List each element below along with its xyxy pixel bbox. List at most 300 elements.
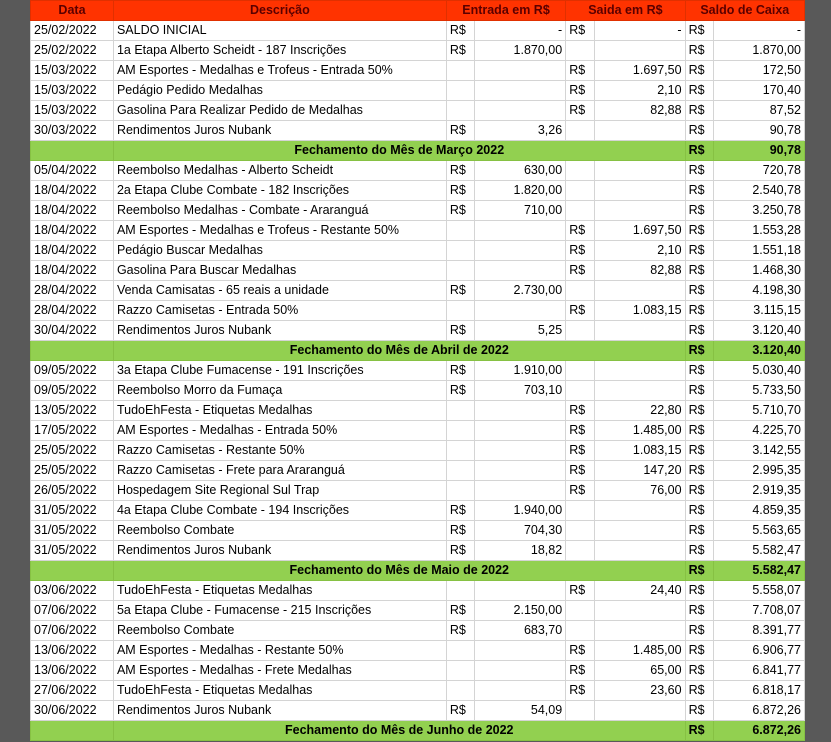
entrada-currency[interactable] (446, 101, 474, 121)
date-cell[interactable]: 25/02/2022 (31, 21, 114, 41)
date-cell[interactable]: 18/04/2022 (31, 241, 114, 261)
saldo-currency[interactable]: R$ (685, 141, 713, 161)
date-cell[interactable] (31, 721, 114, 741)
saida-currency[interactable] (566, 281, 594, 301)
saldo-currency[interactable]: R$ (685, 181, 713, 201)
saida-value[interactable]: 82,88 (594, 261, 685, 281)
entrada-value[interactable]: 704,30 (475, 521, 566, 541)
saida-value[interactable] (594, 541, 685, 561)
table-row (31, 161, 805, 181)
description-cell[interactable]: Reembolso Medalhas - Combate - Araranguá (113, 201, 446, 221)
table-row (31, 41, 805, 61)
saldo-value[interactable]: 6.841,77 (713, 661, 804, 681)
entrada-currency[interactable] (446, 81, 474, 101)
closing-label[interactable]: Fechamento do Mês de Maio de 2022 (113, 561, 685, 581)
entrada-currency[interactable]: R$ (446, 281, 474, 301)
entrada-value[interactable]: 18,82 (475, 541, 566, 561)
saldo-value[interactable]: 6.872,26 (713, 721, 804, 741)
entrada-value[interactable] (475, 61, 566, 81)
saida-value[interactable] (594, 381, 685, 401)
saldo-currency[interactable]: R$ (685, 381, 713, 401)
date-cell[interactable]: 03/06/2022 (31, 581, 114, 601)
saida-currency[interactable]: R$ (566, 81, 594, 101)
table-row (31, 241, 805, 261)
entrada-value[interactable] (475, 241, 566, 261)
table-row (31, 281, 805, 301)
entrada-value[interactable] (475, 221, 566, 241)
saldo-value[interactable]: 7.708,07 (713, 601, 804, 621)
entrada-currency[interactable] (446, 61, 474, 81)
saida-currency[interactable] (566, 201, 594, 221)
date-cell[interactable]: 18/04/2022 (31, 181, 114, 201)
saida-currency[interactable] (566, 521, 594, 541)
saldo-currency[interactable]: R$ (685, 621, 713, 641)
saldo-currency[interactable]: R$ (685, 601, 713, 621)
table-body (31, 21, 805, 741)
entrada-value[interactable]: 710,00 (475, 201, 566, 221)
saldo-currency[interactable]: R$ (685, 121, 713, 141)
date-cell[interactable]: 31/05/2022 (31, 501, 114, 521)
date-cell[interactable]: 25/05/2022 (31, 461, 114, 481)
description-cell[interactable]: Pedágio Buscar Medalhas (113, 241, 446, 261)
entrada-currency[interactable]: R$ (446, 521, 474, 541)
saida-currency[interactable] (566, 181, 594, 201)
saida-currency[interactable]: R$ (566, 101, 594, 121)
saldo-currency[interactable]: R$ (685, 81, 713, 101)
saldo-currency[interactable]: R$ (685, 201, 713, 221)
saida-value[interactable]: 1.697,50 (594, 61, 685, 81)
saida-value[interactable] (594, 121, 685, 141)
date-cell[interactable]: 30/03/2022 (31, 121, 114, 141)
entrada-currency[interactable]: R$ (446, 181, 474, 201)
date-cell[interactable]: 26/05/2022 (31, 481, 114, 501)
table-row (31, 321, 805, 341)
saida-value[interactable]: 1.083,15 (594, 301, 685, 321)
entrada-value[interactable]: 703,10 (475, 381, 566, 401)
header-entrada[interactable]: Entrada em R$ (446, 1, 565, 21)
date-cell[interactable] (31, 561, 114, 581)
entrada-currency[interactable]: R$ (446, 621, 474, 641)
date-cell[interactable]: 30/04/2022 (31, 321, 114, 341)
table-row (31, 201, 805, 221)
entrada-value[interactable] (475, 661, 566, 681)
saldo-currency[interactable]: R$ (685, 101, 713, 121)
saldo-currency[interactable]: R$ (685, 641, 713, 661)
table-row (31, 521, 805, 541)
saida-currency[interactable] (566, 541, 594, 561)
date-cell[interactable]: 13/05/2022 (31, 401, 114, 421)
saldo-value[interactable]: 5.030,40 (713, 361, 804, 381)
saldo-value[interactable]: 3.250,78 (713, 201, 804, 221)
entrada-value[interactable]: 2.150,00 (475, 601, 566, 621)
saida-currency[interactable]: R$ (566, 441, 594, 461)
saida-currency[interactable]: R$ (566, 61, 594, 81)
entrada-currency[interactable] (446, 261, 474, 281)
entrada-currency[interactable]: R$ (446, 201, 474, 221)
saida-currency[interactable]: R$ (566, 221, 594, 241)
saldo-currency[interactable]: R$ (685, 481, 713, 501)
saida-value[interactable] (594, 521, 685, 541)
saldo-currency[interactable]: R$ (685, 261, 713, 281)
saida-currency[interactable] (566, 321, 594, 341)
saldo-value[interactable]: 5.733,50 (713, 381, 804, 401)
saldo-value[interactable]: 6.818,17 (713, 681, 804, 701)
saldo-value[interactable]: 5.710,70 (713, 401, 804, 421)
entrada-value[interactable] (475, 441, 566, 461)
spreadsheet (30, 0, 805, 741)
description-cell[interactable]: Hospedagem Site Regional Sul Trap (113, 481, 446, 501)
description-cell[interactable]: Rendimentos Juros Nubank (113, 541, 446, 561)
description-cell[interactable]: Reembolso Medalhas - Alberto Scheidt (113, 161, 446, 181)
entrada-currency[interactable] (446, 401, 474, 421)
entrada-currency[interactable] (446, 581, 474, 601)
description-cell[interactable]: Pedágio Pedido Medalhas (113, 81, 446, 101)
saldo-currency[interactable]: R$ (685, 61, 713, 81)
saida-currency[interactable]: R$ (566, 641, 594, 661)
date-cell[interactable]: 13/06/2022 (31, 661, 114, 681)
description-cell[interactable]: SALDO INICIAL (113, 21, 446, 41)
saldo-currency[interactable]: R$ (685, 281, 713, 301)
entrada-value[interactable]: 3,26 (475, 121, 566, 141)
saida-currency[interactable]: R$ (566, 481, 594, 501)
entrada-value[interactable] (475, 641, 566, 661)
saida-value[interactable] (594, 201, 685, 221)
date-cell[interactable]: 25/05/2022 (31, 441, 114, 461)
description-cell[interactable]: AM Esportes - Medalhas - Restante 50% (113, 641, 446, 661)
saida-currency[interactable] (566, 701, 594, 721)
saldo-currency[interactable]: R$ (685, 321, 713, 341)
description-cell[interactable]: Reembolso Combate (113, 521, 446, 541)
saldo-value[interactable]: 3.142,55 (713, 441, 804, 461)
saldo-value[interactable]: 3.120,40 (713, 321, 804, 341)
saldo-currency[interactable]: R$ (685, 681, 713, 701)
saida-value[interactable] (594, 161, 685, 181)
description-cell[interactable]: Razzo Camisetas - Restante 50% (113, 441, 446, 461)
entrada-value[interactable] (475, 581, 566, 601)
saida-currency[interactable] (566, 41, 594, 61)
entrada-currency[interactable]: R$ (446, 161, 474, 181)
saldo-value[interactable]: 4.198,30 (713, 281, 804, 301)
description-cell[interactable]: TudoEhFesta - Etiquetas Medalhas (113, 681, 446, 701)
entrada-value[interactable]: 683,70 (475, 621, 566, 641)
entrada-currency[interactable]: R$ (446, 121, 474, 141)
entrada-value[interactable] (475, 461, 566, 481)
saida-currency[interactable] (566, 121, 594, 141)
saldo-currency[interactable]: R$ (685, 21, 713, 41)
table-row (31, 481, 805, 501)
date-cell[interactable]: 13/06/2022 (31, 641, 114, 661)
saldo-value[interactable]: 8.391,77 (713, 621, 804, 641)
date-cell[interactable] (31, 341, 114, 361)
entrada-currency[interactable] (446, 661, 474, 681)
date-cell[interactable] (31, 141, 114, 161)
description-cell[interactable]: Gasolina Para Realizar Pedido de Medalhas (113, 101, 446, 121)
entrada-value[interactable]: 1.940,00 (475, 501, 566, 521)
entrada-value[interactable] (475, 421, 566, 441)
description-cell[interactable]: Venda Camisatas - 65 reais a unidade (113, 281, 446, 301)
entrada-currency[interactable] (446, 221, 474, 241)
entrada-currency[interactable]: R$ (446, 381, 474, 401)
saldo-value[interactable]: 720,78 (713, 161, 804, 181)
date-cell[interactable]: 27/06/2022 (31, 681, 114, 701)
description-cell[interactable]: Reembolso Morro da Fumaça (113, 381, 446, 401)
table-row (31, 221, 805, 241)
date-cell[interactable]: 18/04/2022 (31, 221, 114, 241)
saida-value[interactable]: 1.697,50 (594, 221, 685, 241)
entrada-value[interactable] (475, 261, 566, 281)
saldo-currency[interactable]: R$ (685, 241, 713, 261)
table-row (31, 261, 805, 281)
entrada-currency[interactable] (446, 681, 474, 701)
saida-currency[interactable] (566, 161, 594, 181)
saldo-currency[interactable]: R$ (685, 161, 713, 181)
date-cell[interactable]: 18/04/2022 (31, 201, 114, 221)
date-cell[interactable]: 17/05/2022 (31, 421, 114, 441)
description-cell[interactable]: AM Esportes - Medalhas e Trofeus - Restante 50% (113, 221, 446, 241)
entrada-value[interactable] (475, 481, 566, 501)
date-cell[interactable]: 18/04/2022 (31, 261, 114, 281)
entrada-value[interactable] (475, 101, 566, 121)
saldo-value[interactable]: 2.919,35 (713, 481, 804, 501)
description-cell[interactable]: Rendimentos Juros Nubank (113, 321, 446, 341)
saldo-value[interactable]: 90,78 (713, 141, 804, 161)
entrada-currency[interactable]: R$ (446, 21, 474, 41)
entrada-value[interactable]: 1.820,00 (475, 181, 566, 201)
entrada-value[interactable]: 2.730,00 (475, 281, 566, 301)
entrada-value[interactable]: 1.870,00 (475, 41, 566, 61)
description-cell[interactable]: Reembolso Combate (113, 621, 446, 641)
saldo-value[interactable]: 2.540,78 (713, 181, 804, 201)
saldo-currency[interactable]: R$ (685, 401, 713, 421)
entrada-currency[interactable]: R$ (446, 601, 474, 621)
saida-currency[interactable]: R$ (566, 301, 594, 321)
description-cell[interactable]: 2a Etapa Clube Combate - 182 Inscrições (113, 181, 446, 201)
description-cell[interactable]: AM Esportes - Medalhas e Trofeus - Entrada 50% (113, 61, 446, 81)
saida-value[interactable] (594, 601, 685, 621)
description-cell[interactable]: Rendimentos Juros Nubank (113, 121, 446, 141)
date-cell[interactable]: 25/02/2022 (31, 41, 114, 61)
header-saida[interactable]: Saida em R$ (566, 1, 685, 21)
saldo-value[interactable]: 6.872,26 (713, 701, 804, 721)
entrada-currency[interactable]: R$ (446, 501, 474, 521)
saldo-value[interactable]: 5.582,47 (713, 561, 804, 581)
saldo-currency[interactable]: R$ (685, 541, 713, 561)
saida-currency[interactable]: R$ (566, 261, 594, 281)
date-cell[interactable]: 15/03/2022 (31, 61, 114, 81)
date-cell[interactable]: 07/06/2022 (31, 601, 114, 621)
saldo-currency[interactable]: R$ (685, 301, 713, 321)
saldo-value[interactable]: 6.906,77 (713, 641, 804, 661)
date-cell[interactable]: 30/06/2022 (31, 701, 114, 721)
entrada-value[interactable] (475, 401, 566, 421)
saldo-value[interactable]: 1.553,28 (713, 221, 804, 241)
saida-currency[interactable]: R$ (566, 661, 594, 681)
table-row (31, 421, 805, 441)
saldo-currency[interactable]: R$ (685, 41, 713, 61)
date-cell[interactable]: 15/03/2022 (31, 81, 114, 101)
saida-currency[interactable]: R$ (566, 461, 594, 481)
date-cell[interactable]: 31/05/2022 (31, 541, 114, 561)
table-row (31, 701, 805, 721)
saida-value[interactable] (594, 181, 685, 201)
saldo-currency[interactable]: R$ (685, 561, 713, 581)
date-cell[interactable]: 09/05/2022 (31, 361, 114, 381)
description-cell[interactable]: 3a Etapa Clube Fumacense - 191 Inscrições (113, 361, 446, 381)
table-row (31, 501, 805, 521)
saida-currency[interactable] (566, 501, 594, 521)
entrada-value[interactable]: 5,25 (475, 321, 566, 341)
saida-currency[interactable] (566, 601, 594, 621)
date-cell[interactable]: 05/04/2022 (31, 161, 114, 181)
saldo-value[interactable]: 1.870,00 (713, 41, 804, 61)
closing-label[interactable]: Fechamento do Mês de Abril de 2022 (113, 341, 685, 361)
saldo-value[interactable]: 3.115,15 (713, 301, 804, 321)
entrada-currency[interactable]: R$ (446, 701, 474, 721)
saldo-currency[interactable]: R$ (685, 581, 713, 601)
saida-value[interactable] (594, 701, 685, 721)
saldo-currency[interactable]: R$ (685, 361, 713, 381)
description-cell[interactable]: Razzo Camisetas - Frete para Araranguá (113, 461, 446, 481)
entrada-currency[interactable] (446, 301, 474, 321)
date-cell[interactable]: 15/03/2022 (31, 101, 114, 121)
entrada-currency[interactable]: R$ (446, 361, 474, 381)
description-cell[interactable]: 5a Etapa Clube - Fumacense - 215 Inscrições (113, 601, 446, 621)
description-cell[interactable]: TudoEhFesta - Etiquetas Medalhas (113, 581, 446, 601)
saldo-value[interactable]: - (713, 21, 804, 41)
table-row (31, 361, 805, 381)
entrada-value[interactable] (475, 301, 566, 321)
saida-currency[interactable] (566, 621, 594, 641)
entrada-currency[interactable] (446, 241, 474, 261)
entrada-value[interactable]: 630,00 (475, 161, 566, 181)
description-cell[interactable]: 4a Etapa Clube Combate - 194 Inscrições (113, 501, 446, 521)
saida-value[interactable] (594, 621, 685, 641)
saida-value[interactable] (594, 501, 685, 521)
saida-value[interactable]: 1.083,15 (594, 441, 685, 461)
date-cell[interactable]: 07/06/2022 (31, 621, 114, 641)
saldo-value[interactable]: 2.995,35 (713, 461, 804, 481)
entrada-currency[interactable]: R$ (446, 541, 474, 561)
saida-currency[interactable]: R$ (566, 681, 594, 701)
header-data[interactable]: Data (31, 1, 114, 21)
entrada-value[interactable]: 1.910,00 (475, 361, 566, 381)
saida-currency[interactable]: R$ (566, 581, 594, 601)
saldo-value[interactable]: 90,78 (713, 121, 804, 141)
entrada-currency[interactable]: R$ (446, 321, 474, 341)
saida-value[interactable]: - (594, 21, 685, 41)
saldo-value[interactable]: 1.551,18 (713, 241, 804, 261)
table-row (31, 681, 805, 701)
saida-currency[interactable]: R$ (566, 401, 594, 421)
saida-value[interactable]: 2,10 (594, 81, 685, 101)
table-row (31, 541, 805, 561)
table-row (31, 581, 805, 601)
saida-value[interactable] (594, 361, 685, 381)
entrada-currency[interactable] (446, 641, 474, 661)
saldo-value[interactable]: 87,52 (713, 101, 804, 121)
saida-value[interactable]: 65,00 (594, 661, 685, 681)
saldo-value[interactable]: 5.582,47 (713, 541, 804, 561)
description-cell[interactable]: TudoEhFesta - Etiquetas Medalhas (113, 401, 446, 421)
entrada-value[interactable] (475, 81, 566, 101)
date-cell[interactable]: 09/05/2022 (31, 381, 114, 401)
description-cell[interactable]: Gasolina Para Buscar Medalhas (113, 261, 446, 281)
saida-value[interactable]: 2,10 (594, 241, 685, 261)
saldo-value[interactable]: 1.468,30 (713, 261, 804, 281)
header-descricao[interactable]: Descrição (113, 1, 446, 21)
saida-value[interactable]: 1.485,00 (594, 421, 685, 441)
saida-value[interactable] (594, 41, 685, 61)
saldo-currency[interactable]: R$ (685, 221, 713, 241)
saldo-currency[interactable]: R$ (685, 701, 713, 721)
saida-currency[interactable]: R$ (566, 21, 594, 41)
saida-value[interactable]: 147,20 (594, 461, 685, 481)
saldo-currency[interactable]: R$ (685, 421, 713, 441)
entrada-currency[interactable] (446, 441, 474, 461)
entrada-currency[interactable] (446, 461, 474, 481)
description-cell[interactable]: AM Esportes - Medalhas - Frete Medalhas (113, 661, 446, 681)
saldo-currency[interactable]: R$ (685, 721, 713, 741)
entrada-currency[interactable] (446, 481, 474, 501)
entrada-currency[interactable] (446, 421, 474, 441)
saida-value[interactable]: 1.485,00 (594, 641, 685, 661)
saida-currency[interactable] (566, 381, 594, 401)
saida-value[interactable]: 22,80 (594, 401, 685, 421)
saldo-currency[interactable]: R$ (685, 501, 713, 521)
saida-value[interactable]: 82,88 (594, 101, 685, 121)
header-row (31, 1, 805, 21)
saida-currency[interactable]: R$ (566, 241, 594, 261)
saldo-value[interactable]: 4.225,70 (713, 421, 804, 441)
description-cell[interactable]: Rendimentos Juros Nubank (113, 701, 446, 721)
saldo-value[interactable]: 5.558,07 (713, 581, 804, 601)
date-cell[interactable]: 31/05/2022 (31, 521, 114, 541)
saldo-currency[interactable]: R$ (685, 461, 713, 481)
saida-value[interactable] (594, 321, 685, 341)
saida-currency[interactable]: R$ (566, 421, 594, 441)
saldo-currency[interactable]: R$ (685, 521, 713, 541)
description-cell[interactable]: AM Esportes - Medalhas - Entrada 50% (113, 421, 446, 441)
saldo-value[interactable]: 3.120,40 (713, 341, 804, 361)
table-row (31, 121, 805, 141)
saldo-currency[interactable]: R$ (685, 341, 713, 361)
entrada-value[interactable]: - (475, 21, 566, 41)
description-cell[interactable]: 1a Etapa Alberto Scheidt - 187 Inscrições (113, 41, 446, 61)
table-row (31, 621, 805, 641)
saldo-currency[interactable]: R$ (685, 661, 713, 681)
saida-value[interactable] (594, 281, 685, 301)
saida-value[interactable]: 24,40 (594, 581, 685, 601)
closing-label[interactable]: Fechamento do Mês de Junho de 2022 (113, 721, 685, 741)
date-cell[interactable]: 28/04/2022 (31, 281, 114, 301)
entrada-value[interactable] (475, 681, 566, 701)
saldo-value[interactable]: 170,40 (713, 81, 804, 101)
saldo-value[interactable]: 5.563,65 (713, 521, 804, 541)
entrada-value[interactable]: 54,09 (475, 701, 566, 721)
date-cell[interactable]: 28/04/2022 (31, 301, 114, 321)
saida-value[interactable]: 76,00 (594, 481, 685, 501)
entrada-currency[interactable]: R$ (446, 41, 474, 61)
table-row (31, 381, 805, 401)
saldo-value[interactable]: 4.859,35 (713, 501, 804, 521)
closing-label[interactable]: Fechamento do Mês de Março 2022 (113, 141, 685, 161)
saida-value[interactable]: 23,60 (594, 681, 685, 701)
header-saldo[interactable]: Saldo de Caixa (685, 1, 804, 21)
description-cell[interactable]: Razzo Camisetas - Entrada 50% (113, 301, 446, 321)
saida-currency[interactable] (566, 361, 594, 381)
saldo-value[interactable]: 172,50 (713, 61, 804, 81)
saldo-currency[interactable]: R$ (685, 441, 713, 461)
